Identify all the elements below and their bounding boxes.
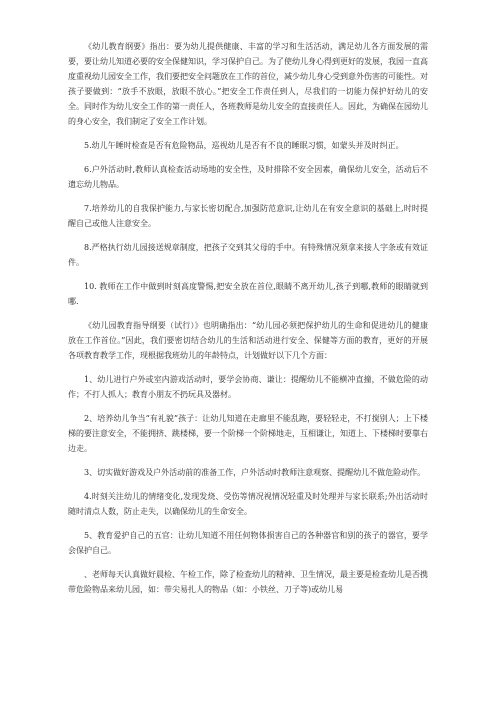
paragraph-item-10: 10. 教师在工作中做到时刻高度警惕,把安全放在首位,眼睛不离开幼儿,孩子到哪,教师的眼睛就到哪. [68, 282, 428, 306]
paragraph-point-4: 4.时刻关注幼儿的情绪变化,发现发烧、受伤等情况视情况轻重及时处理并与家长联系;外出活动时随时清点人数，防止走失，以确保幼儿的生命安全。 [68, 492, 428, 516]
paragraph-item-7: 7.培养幼儿的自我保护能力,与家长密切配合,加强防范意识,让幼儿在有安全意识的基础上,时时提醒自己或他人注意安全。 [68, 204, 428, 228]
paragraph-item-5: 5.幼儿午睡时检查是否有危险物品，巡视幼儿是否有不良的睡眠习惯，如蒙头并及时纠正。 [84, 141, 404, 150]
paragraph-item-8: 8.严格执行幼儿园接送规章制度，把孩子交到其父母的手中。有特殊情况须拿来接人字条或有效证件。 [68, 243, 428, 267]
paragraph-point-5: 5、教育爱护自己的五官：让幼儿知道不用任何物体损害自己的各种器官和别的孩子的器官，要学会保护自己。 [68, 531, 428, 555]
paragraph-intro: 《幼儿教育纲要》指出：要为幼儿提供健康、丰富的学习和生活活动，满足幼儿各方面发展的需要，要让幼儿知道必要的安全保健知识，学习保护自己。为了使幼儿身心得到更好的发展，我园一直高度重视幼儿园安全工作，我们要把安全问题放在工作的首位，减少幼儿身心受到意外伤害的可能性。对孩子要做到：“放手不放眼，放眼不放心。”把安全工作责任到人，尽我们的一切能力保护好幼儿的安全。同时作为幼儿安全工作的第一责任人，各班教师是幼儿安全的直接责任人。因此，为确保在园幼儿的身心安全，我们制定了安全工作计划。 [68, 42, 428, 126]
document-body [68, 39, 428, 606]
paragraph-guideline: 《幼儿园教育指导纲要（试行）》也明确指出：“幼儿园必须把保护幼儿的生命和促进幼儿的健康放在工作首位。”因此，我们要密切结合幼儿的生活和活动进行安全、保健等方面的教育，更好的开展各项教育教学工作，现根据我班幼儿的年龄特点，计划做好以下几个方面： [68, 321, 428, 360]
paragraph-item-6: 6.户外活动时,教师认真检查活动场地的安全性，及时排除不安全因素，确保幼儿安全，活动后不遗忘幼儿物品。 [68, 165, 428, 189]
paragraph-point-1: 1、幼儿进行户外或室内游戏活动时，要学会协商、谦让：提醒幼儿不能横冲直撞，不做危险的动作；不打人抓人；教育小朋友不扔玩具及器材。 [68, 375, 428, 399]
paragraph-point-6-partial: 、老师每天认真做好晨检、午检工作，除了检查幼儿的精神、卫生情况，最主要是检查幼儿是否携带危险物品来幼儿园，如：带尖易扎人的物品（如：小铁丝、刀子等)或幼儿易 [68, 570, 428, 594]
paragraph-point-2: 2、培养幼儿争当“有礼貌”孩子：让幼儿知道在走廊里不能乱跑，要轻轻走，不打搅别人；上下楼梯的要注意安全，不能拥挤、跳楼梯，要一个阶梯一个阶梯地走，互相谦让，知道上、下楼梯时要靠右边走。 [68, 414, 428, 453]
paragraph-point-3: 3、切实做好游戏及户外活动前的准备工作，户外活动时教师注意观察、提醒幼儿不做危险动作。 [84, 468, 426, 477]
